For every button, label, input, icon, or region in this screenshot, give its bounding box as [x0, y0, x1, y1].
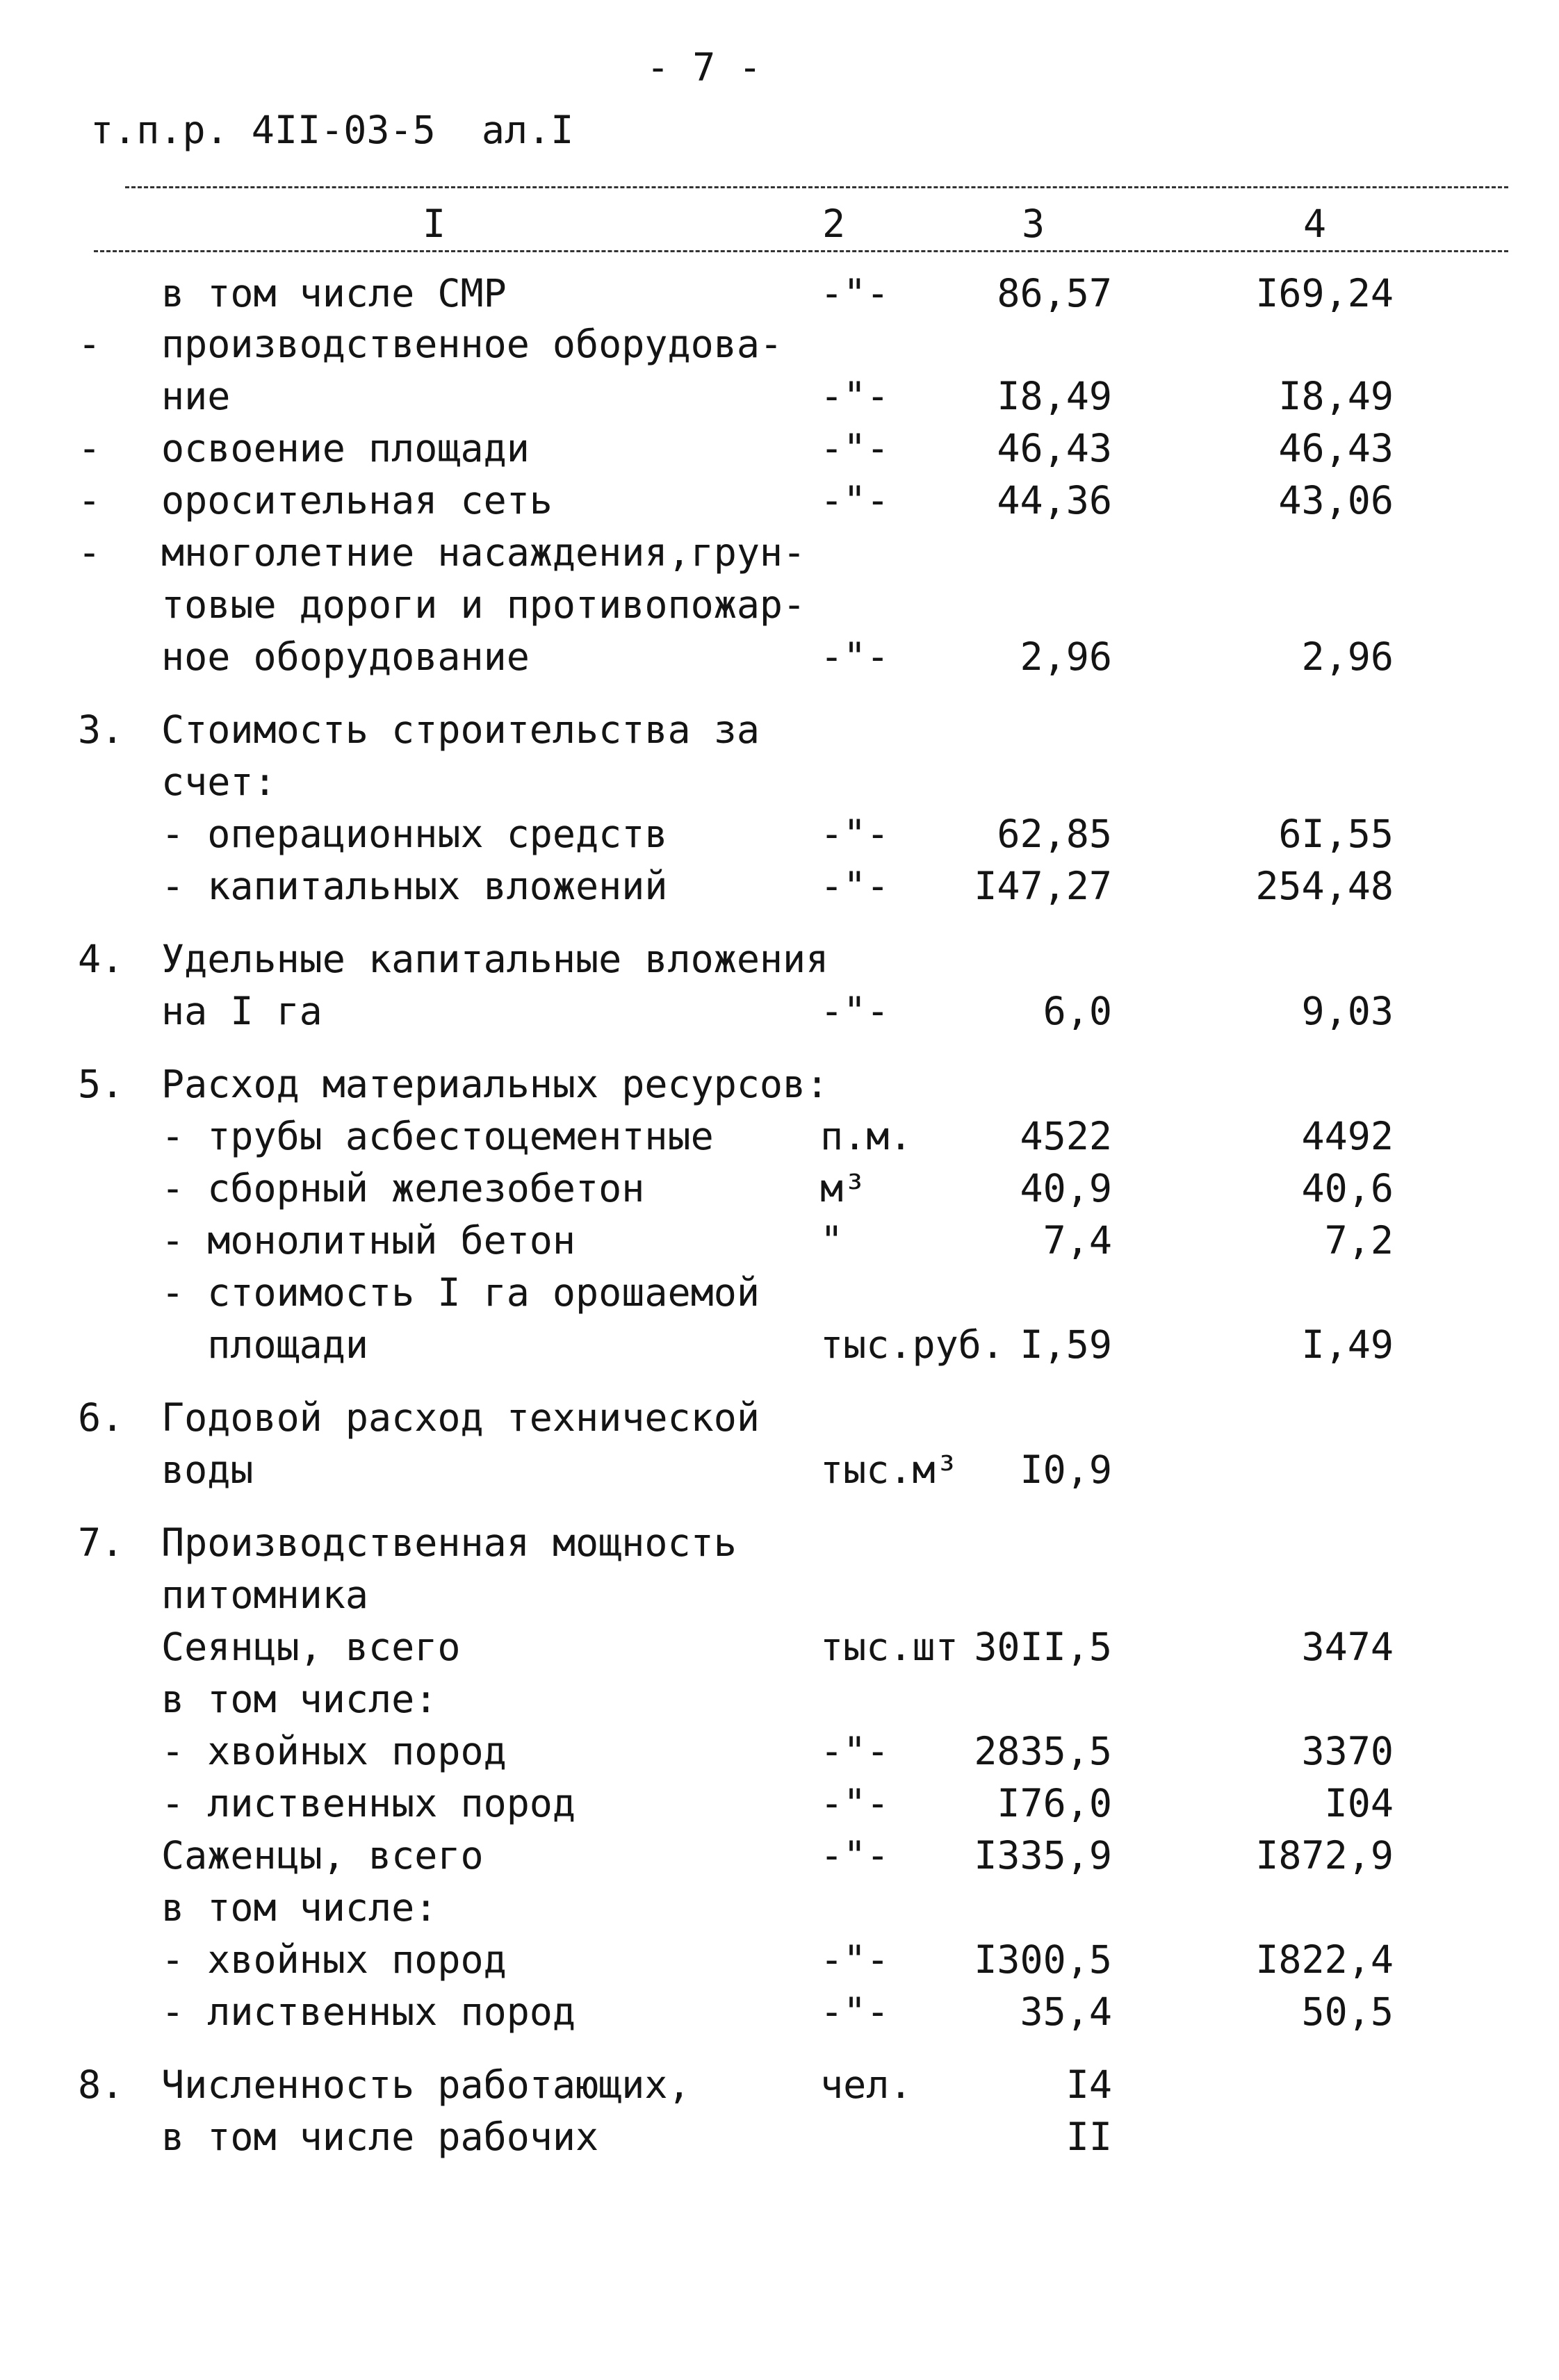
row-value-variant-2: 3370 — [1301, 1729, 1394, 1773]
row-value-variant-2: 7,2 — [1324, 1218, 1394, 1263]
row-unit: -"- — [820, 478, 890, 523]
row-unit: тыс.м³ — [820, 1447, 958, 1492]
row-number: 8. — [78, 2062, 124, 2107]
table-row — [0, 1166, 1559, 1218]
row-unit: чел. — [820, 2062, 913, 2107]
row-label: Расход материальных ресурсов: — [161, 1062, 829, 1106]
row-label: Численность работающих, — [161, 2062, 691, 2107]
row-label: - трубы асбестоцементные — [161, 1114, 714, 1158]
table-row — [0, 1322, 1559, 1374]
row-label: производственное оборудова- — [161, 322, 783, 366]
row-label: - монолитный бетон — [161, 1218, 576, 1263]
table-row — [0, 426, 1559, 478]
table-row — [0, 1395, 1559, 1447]
row-label: - лиственных пород — [161, 1781, 576, 1825]
row-number: - — [78, 322, 101, 366]
table-row — [0, 1062, 1559, 1114]
row-label: площади — [161, 1322, 369, 1367]
row-label: - лиственных пород — [161, 1989, 576, 2034]
row-number: - — [78, 530, 101, 575]
row-label: оросительная сеть — [161, 478, 553, 523]
row-label: освоение площади — [161, 426, 530, 470]
row-label: в том числе рабочих — [161, 2115, 599, 2159]
row-value-variant-2: 2,96 — [1301, 634, 1394, 679]
row-value-variant-1: 6,0 — [1043, 989, 1112, 1033]
row-unit: -"- — [820, 426, 890, 470]
table-row — [0, 864, 1559, 916]
row-label: воды — [161, 1447, 254, 1492]
table-row — [0, 1573, 1559, 1625]
row-label: многолетние насаждения,грун- — [161, 530, 806, 575]
row-value-variant-2: 254,48 — [1255, 864, 1394, 908]
row-value-variant-1: 44,36 — [997, 478, 1112, 523]
row-number: 4. — [78, 937, 124, 981]
row-value-variant-1: I335,9 — [974, 1833, 1112, 1878]
row-label: ние — [161, 374, 231, 418]
row-value-variant-1: 35,4 — [1020, 1989, 1112, 2034]
row-value-variant-2: 50,5 — [1301, 1989, 1394, 2034]
row-value-variant-1: 86,57 — [997, 271, 1112, 315]
column-header-2: 2 — [822, 202, 846, 246]
row-label: товые дороги и противопожар- — [161, 582, 806, 627]
row-value-variant-1: I47,27 — [974, 864, 1112, 908]
column-header-4: 4 — [1303, 202, 1327, 246]
row-unit: -"- — [820, 1729, 890, 1773]
row-value-variant-1: I0,9 — [1020, 1447, 1112, 1492]
row-unit: -"- — [820, 1833, 890, 1878]
table-row — [0, 478, 1559, 530]
row-value-variant-1: 62,85 — [997, 812, 1112, 856]
row-unit: -"- — [820, 1989, 890, 2034]
row-label: в том числе СМР — [161, 271, 507, 315]
row-unit: тыс.руб. — [820, 1322, 1004, 1367]
row-value-variant-2: 46,43 — [1278, 426, 1394, 470]
row-value-variant-1: 7,4 — [1043, 1218, 1112, 1263]
row-unit: " — [820, 1218, 844, 1263]
row-value-variant-2: I,49 — [1301, 1322, 1394, 1367]
row-label: Саженцы, всего — [161, 1833, 484, 1878]
row-value-variant-2: 40,6 — [1301, 1166, 1394, 1210]
page-number: - 7 - — [646, 45, 762, 90]
table-row — [0, 322, 1559, 374]
row-unit: -"- — [820, 1937, 890, 1982]
row-value-variant-2: I04 — [1324, 1781, 1394, 1825]
table-row — [0, 374, 1559, 426]
row-value-variant-1: I76,0 — [997, 1781, 1112, 1825]
table-row — [0, 1520, 1559, 1573]
row-label: - операционных средств — [161, 812, 668, 856]
row-number: 7. — [78, 1520, 124, 1565]
table-row — [0, 760, 1559, 812]
table-header-rule — [94, 250, 1508, 252]
row-value-variant-1: I8,49 — [997, 374, 1112, 418]
row-unit: -"- — [820, 864, 890, 908]
row-label: - стоимость I га орошаемой — [161, 1270, 760, 1315]
row-label: - хвойных пород — [161, 1937, 507, 1982]
table-row — [0, 634, 1559, 687]
table-row — [0, 1677, 1559, 1729]
row-value-variant-2: I69,24 — [1255, 271, 1394, 315]
row-value-variant-2: 9,03 — [1301, 989, 1394, 1033]
row-label: - сборный железобетон — [161, 1166, 645, 1210]
row-label: на I га — [161, 989, 323, 1033]
row-label: в том числе: — [161, 1885, 438, 1930]
table-top-rule — [125, 186, 1508, 188]
row-label: Сеянцы, всего — [161, 1625, 461, 1669]
row-label: в том числе: — [161, 1677, 438, 1721]
row-unit: п.м. — [820, 1114, 913, 1158]
row-unit: -"- — [820, 812, 890, 856]
row-value-variant-2: I8,49 — [1278, 374, 1394, 418]
table-row — [0, 271, 1559, 323]
table-row — [0, 707, 1559, 760]
row-label: питомника — [161, 1573, 369, 1617]
row-label: Производственная мощность — [161, 1520, 737, 1565]
row-value-variant-1: 30II,5 — [974, 1625, 1112, 1669]
row-unit: -"- — [820, 374, 890, 418]
row-unit: -"- — [820, 989, 890, 1033]
table-row — [0, 1937, 1559, 1989]
row-label: - капитальных вложений — [161, 864, 668, 908]
table-row — [0, 1114, 1559, 1166]
table-row — [0, 1885, 1559, 1937]
row-value-variant-1: I,59 — [1020, 1322, 1112, 1367]
row-value-variant-1: I4 — [1066, 2062, 1112, 2107]
row-value-variant-1: 4522 — [1020, 1114, 1112, 1158]
row-unit: -"- — [820, 1781, 890, 1825]
row-value-variant-1: 46,43 — [997, 426, 1112, 470]
row-label: Удельные капитальные вложения — [161, 937, 829, 981]
row-value-variant-1: 2835,5 — [974, 1729, 1112, 1773]
row-label: Стоимость строительства за — [161, 707, 760, 752]
row-number: 5. — [78, 1062, 124, 1106]
column-header-1: I — [423, 202, 446, 246]
table-row — [0, 1447, 1559, 1500]
table-row — [0, 2115, 1559, 2167]
table-row — [0, 1270, 1559, 1322]
row-number: - — [78, 478, 101, 523]
table-row — [0, 1781, 1559, 1833]
row-number: 3. — [78, 707, 124, 752]
table-row — [0, 989, 1559, 1041]
row-unit: -"- — [820, 634, 890, 679]
row-label: Годовой расход технической — [161, 1395, 760, 1440]
table-row — [0, 530, 1559, 582]
row-unit: тыс.шт — [820, 1625, 958, 1669]
table-row — [0, 582, 1559, 634]
row-value-variant-1: 2,96 — [1020, 634, 1112, 679]
table-row — [0, 812, 1559, 864]
row-value-variant-2: 3474 — [1301, 1625, 1394, 1669]
row-value-variant-2: 4492 — [1301, 1114, 1394, 1158]
row-value-variant-2: 43,06 — [1278, 478, 1394, 523]
row-value-variant-2: I822,4 — [1255, 1937, 1394, 1982]
document-code: т.п.р. 4II-03-5 ал.I — [90, 108, 574, 152]
row-number: 6. — [78, 1395, 124, 1440]
row-label: ное оборудование — [161, 634, 530, 679]
column-header-3: 3 — [1022, 202, 1045, 246]
table-row — [0, 1729, 1559, 1781]
table-row — [0, 1833, 1559, 1885]
row-value-variant-1: 40,9 — [1020, 1166, 1112, 1210]
row-number: - — [78, 426, 101, 470]
table-row — [0, 937, 1559, 989]
table-row — [0, 1625, 1559, 1677]
row-unit: -"- — [820, 271, 890, 315]
row-value-variant-2: 6I,55 — [1278, 812, 1394, 856]
row-label: счет: — [161, 760, 277, 804]
table-row — [0, 1989, 1559, 2042]
row-value-variant-1: II — [1066, 2115, 1112, 2159]
row-value-variant-1: I300,5 — [974, 1937, 1112, 1982]
row-label: - хвойных пород — [161, 1729, 507, 1773]
table-row — [0, 2062, 1559, 2115]
row-value-variant-2: I872,9 — [1255, 1833, 1394, 1878]
table-row — [0, 1218, 1559, 1270]
row-unit: м³ — [820, 1166, 867, 1210]
